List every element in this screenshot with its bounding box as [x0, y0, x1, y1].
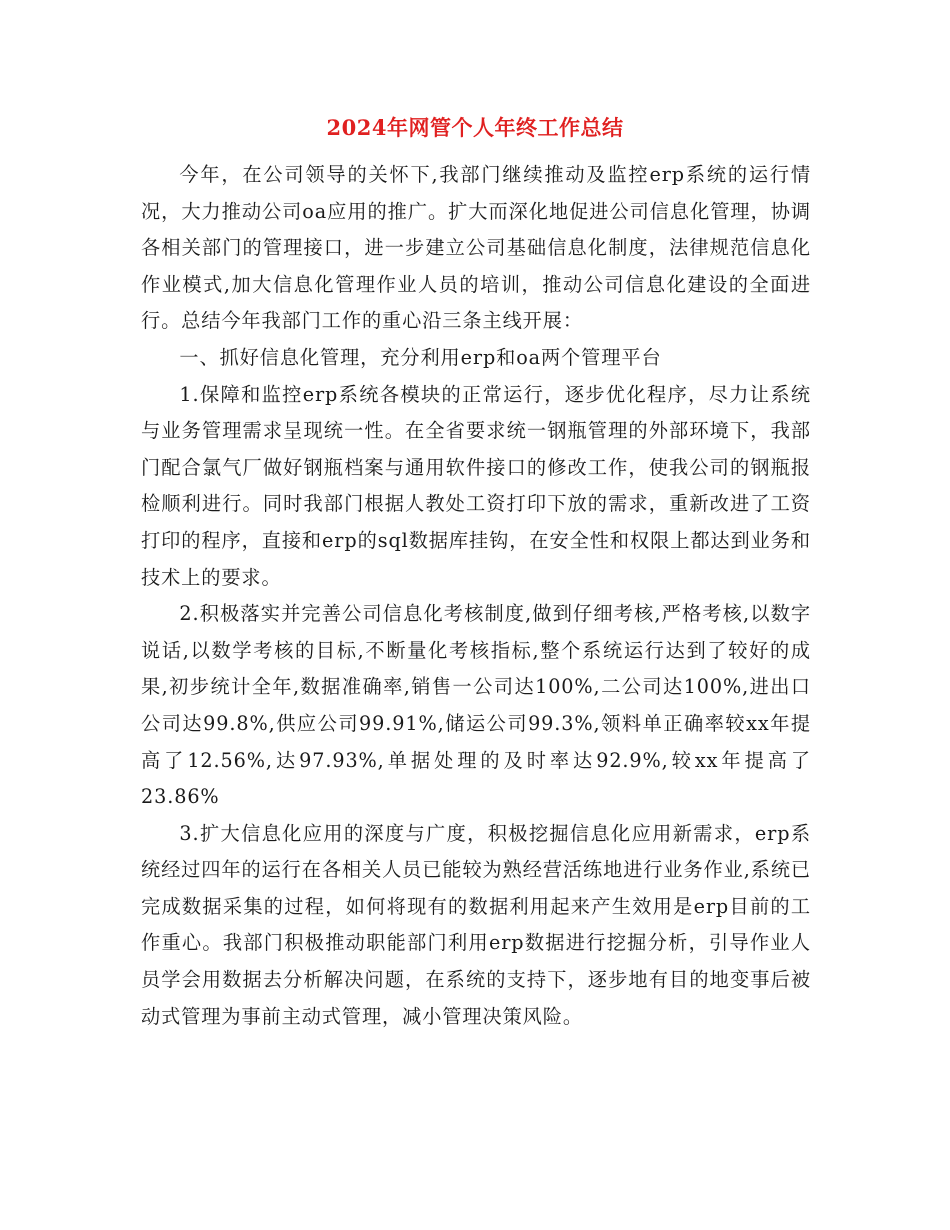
paragraph-item-2: 2.积极落实并完善公司信息化考核制度,做到仔细考核,严格考核,以数字说话,以数学考核的目标,不断量化考核指标,整个系统运行达到了较好的成果,初步统计全年,数据准确率,销售一公司达100%,二公司达100%,进出口公司达99.8%,供应公司99.91%,储运公司99.3%,领料单正确率较xx年提高了12.56%,达97.93%,单据处理的及时率达92.9%,较xx年提高了23.86% [141, 602, 811, 809]
paragraph-item-3: 3.扩大信息化应用的深度与广度，积极挖掘信息化应用新需求，erp系统经过四年的运行在各相关人员已能较为熟经营活练地进行业务作业,系统已完成数据采集的过程，如何将现有的数据利用起来产生效用是erp目前的工作重心。我部门积极推动职能部门利用erp数据进行挖掘分析，引导作业人员学会用数据去分析解决问题，在系统的支持下，逐步地有目的地变事后被动式管理为事前主动式管理，减小管理决策风险。 [141, 821, 811, 1028]
document-title: 2024年网管个人年终工作总结 [326, 115, 624, 140]
paragraph-intro: 今年，在公司领导的关怀下,我部门继续推动及监控erp系统的运行情况，大力推动公司oa应用的推广。扩大而深化地促进公司信息化管理，协调各相关部门的管理接口，进一步建立公司基础信息化制度，法律规范信息化作业模式,加大信息化管理作业人员的培训，推动公司信息化建设的全面进行。总结今年我部门工作的重心沿三条主线开展： [141, 163, 811, 333]
paragraph-item-1: 1.保障和监控erp系统各模块的正常运行，逐步优化程序，尽力让系统与业务管理需求呈现统一性。在全省要求统一钢瓶管理的外部环境下，我部门配合氯气厂做好钢瓶档案与通用软件接口的修改工作，使我公司的钢瓶报检顺利进行。同时我部门根据人教处工资打印下放的需求，重新改进了工资打印的程序，直接和erp的sql数据库挂钩，在安全性和权限上都达到业务和技术上的要求。 [141, 382, 811, 589]
document-body [141, 157, 811, 1035]
section-heading: 一、抓好信息化管理，充分利用erp和oa两个管理平台 [179, 345, 662, 369]
